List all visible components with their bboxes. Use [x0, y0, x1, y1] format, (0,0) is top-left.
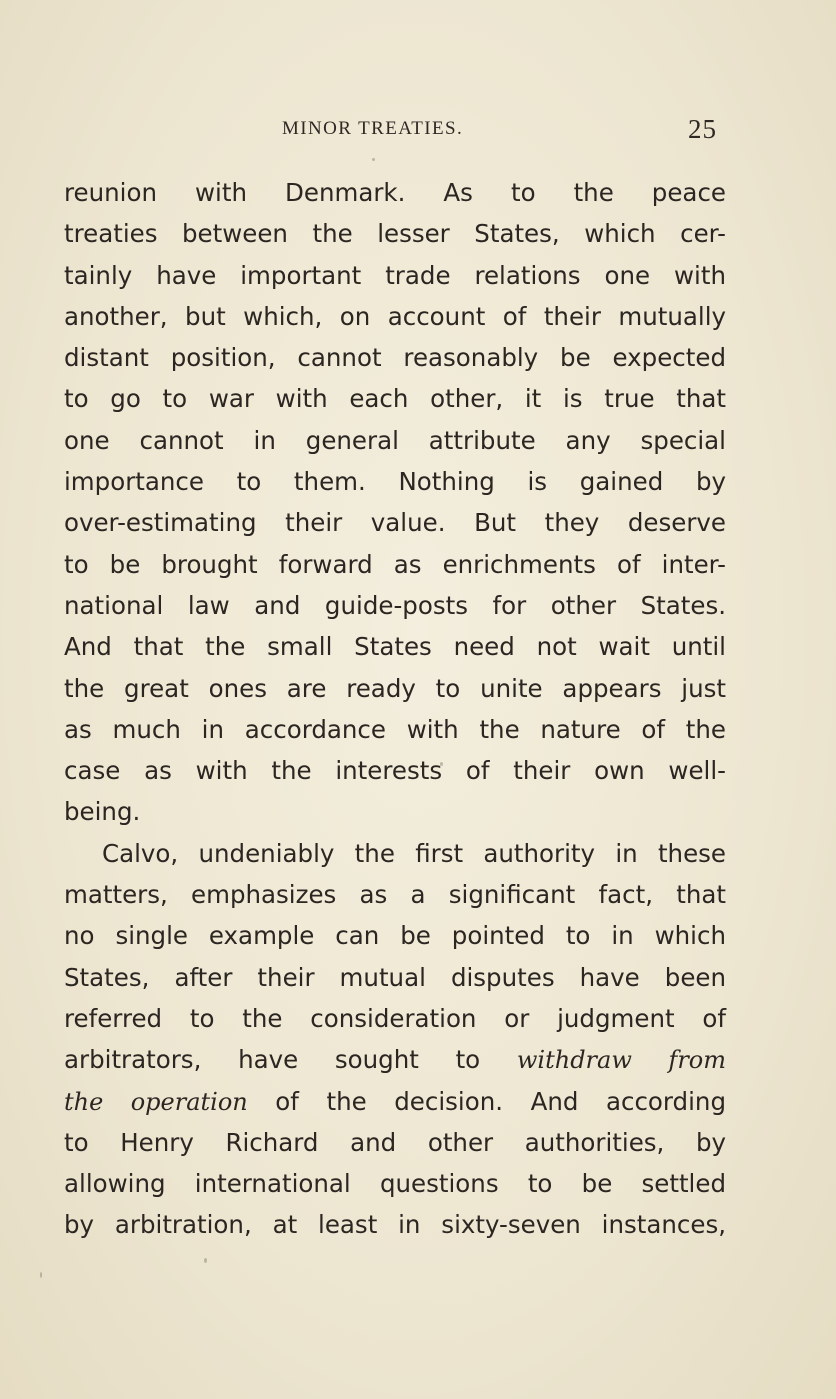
text-line: no single example can be pointed to in which [64, 921, 726, 951]
text-line: reunion with Denmark. As to the peace [64, 178, 726, 207]
italic-text: withdraw from [516, 1046, 726, 1075]
text-line: by arbitration, at least in sixty-seven instances, [64, 1210, 726, 1240]
body-text [64, 172, 726, 1246]
text-line [64, 1081, 726, 1122]
text-line: one cannot in general attribute any special [64, 425, 726, 455]
text-line: to Henry Richard and other authorities, by [64, 1127, 726, 1157]
text-line: to go to war with each other, it is true that [64, 384, 726, 414]
text-line: being. [64, 797, 141, 827]
running-head: MINOR TREATIES. [282, 118, 464, 139]
page-number: 25 [688, 114, 717, 144]
text-line: as much in accordance with the nature of the [64, 714, 726, 744]
text-line: national law and guide-posts for other States. [64, 590, 726, 620]
text-segment: arbitrators, have sought to [64, 1045, 517, 1075]
text-line: the great ones are ready to unite appears just [64, 673, 726, 703]
italic-text: the operation [64, 1087, 248, 1116]
text-line: And that the small States need not wait until [64, 632, 726, 662]
paper-speck [372, 158, 375, 161]
paper-speck [204, 1258, 207, 1263]
page-header [0, 114, 836, 148]
text-line: over-estimating their value. But they deserve [64, 508, 726, 538]
text-line: treaties between the lesser States, which cer- [64, 219, 726, 249]
text-line: States, after their mutual disputes have been [64, 962, 726, 992]
text-line: case as with the interests of their own well- [64, 756, 726, 786]
text-line: distant position, cannot reasonably be expected [64, 343, 726, 373]
text-line: another, but which, on account of their mutually [64, 301, 726, 331]
text-line: to be brought forward as enrichments of inter- [64, 549, 726, 579]
text-segment: of the decision. And according [247, 1086, 726, 1116]
text-line: matters, emphasizes as a significant fact, that [64, 880, 726, 910]
text-line: allowing international questions to be settled [64, 1169, 726, 1199]
text-line [64, 1039, 726, 1080]
text-line: referred to the consideration or judgment of [64, 1003, 726, 1033]
paper-speck [40, 1272, 42, 1278]
text-line: Calvo, undeniably the first authority in these [102, 838, 726, 868]
text-line: importance to them. Nothing is gained by [64, 467, 726, 497]
text-line: tainly have important trade relations one with [64, 260, 726, 290]
